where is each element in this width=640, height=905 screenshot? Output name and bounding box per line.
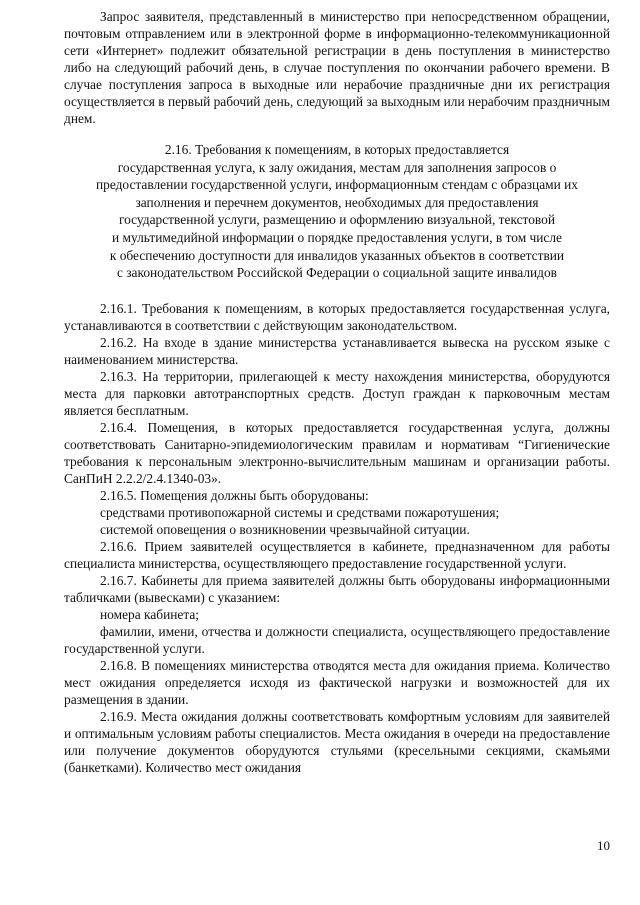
paragraph-2-16-4: 2.16.4. Помещения, в которых предоставляется государственная услуга, должны соответствовать Санитарно-эпидемиологическим правилам и нормативам “Гигиенические требования к персональным электронно-вычислительным машинам и организации работы. СанПиН 2.2.2/2.4.1340-03». bbox=[64, 419, 610, 486]
heading-line: и мультимедийной информации о порядке предоставления услуги, в том числе bbox=[112, 229, 562, 245]
paragraph-2-16-2: 2.16.2. На входе в здание министерства устанавливается вывеска на русском языке с наименованием министерства. bbox=[64, 334, 610, 367]
paragraph-2-16-9: 2.16.9. Места ожидания должны соответствовать комфортным условиям для заявителей и оптимальным условиям работы специалистов. Места ожидания в очереди на предоставление или получение документов оборудуются стульями (кресельными секциями, скамьями (банкетками). Количество мест ожидания bbox=[64, 708, 610, 775]
paragraph-2-16-8: 2.16.8. В помещениях министерства отводятся места для ожидания приема. Количество мест ожидания определяется исходя из фактической нагрузки и возможностей для их размещения в здании. bbox=[64, 657, 610, 707]
intro-paragraph: Запрос заявителя, представленный в министерство при непосредственном обращении, почтовым отправлением или в электронной форме в информационно-телекоммуникационной сети «Интернет» подлежит обязательной регистрации в день поступления в министерство либо на следующий рабочий день, в случае поступления по окончании рабочего времени. В случае поступления запроса в выходные или нерабочие праздничные дни их регистрация осуществляется в первый рабочий день, следующий за выходным или нерабочим праздничным днем. bbox=[64, 9, 610, 126]
list-item-emergency-alert: системой оповещения о возникновении чрезвычайной ситуации. bbox=[100, 521, 470, 537]
paragraph-2-16-1: 2.16.1. Требования к помещениям, в которых предоставляется государственная услуга, устанавливаются в соответствии с действующим законодательством. bbox=[64, 300, 610, 333]
list-item-specialist-name: фамилии, имени, отчества и должности специалиста, осуществляющего предоставление государственной услуги. bbox=[64, 623, 610, 656]
heading-line: 2.16. Требования к помещениям, в которых предоставляется bbox=[164, 142, 510, 157]
heading-line: государственная услуга, к залу ожидания, местам для заполнения запросов о bbox=[117, 159, 557, 175]
heading-line: предоставлении государственной услуги, информационным стендам с образцами их bbox=[95, 177, 578, 193]
list-item-fire-systems: средствами противопожарной системы и средствами пожаротушения; bbox=[100, 504, 500, 520]
paragraph-2-16-3: 2.16.3. На территории, прилегающей к месту нахождения министерства, оборудуются места для парковки автотранспортных средств. Доступ граждан к парковочным местам является бесплатным. bbox=[64, 368, 610, 418]
heading-line: к обеспечению доступности для инвалидов указанных объектов в соответствии bbox=[109, 247, 565, 263]
paragraph-2-16-6: 2.16.6. Прием заявителей осуществляется в кабинете, предназначенном для работы специалиста министерства, осуществляющего предоставление государственной услуги. bbox=[64, 538, 610, 571]
heading-line: заполнения и перечнем документов, необходимых для предоставления bbox=[135, 194, 539, 210]
heading-line: государственной услуги, размещению и оформлению визуальной, текстовой bbox=[118, 212, 556, 228]
paragraph-2-16-5: 2.16.5. Помещения должны быть оборудованы: bbox=[100, 487, 369, 503]
section-heading bbox=[64, 141, 610, 282]
list-item-cabinet-number: номера кабинета; bbox=[100, 606, 200, 622]
document-page bbox=[64, 8, 610, 776]
paragraph-2-16-7: 2.16.7. Кабинеты для приема заявителей должны быть оборудованы информационными табличками (вывесками) с указанием: bbox=[64, 572, 610, 605]
heading-line: с законодательством Российской Федерации о социальной защите инвалидов bbox=[116, 265, 558, 281]
page-number: 10 bbox=[597, 838, 610, 853]
